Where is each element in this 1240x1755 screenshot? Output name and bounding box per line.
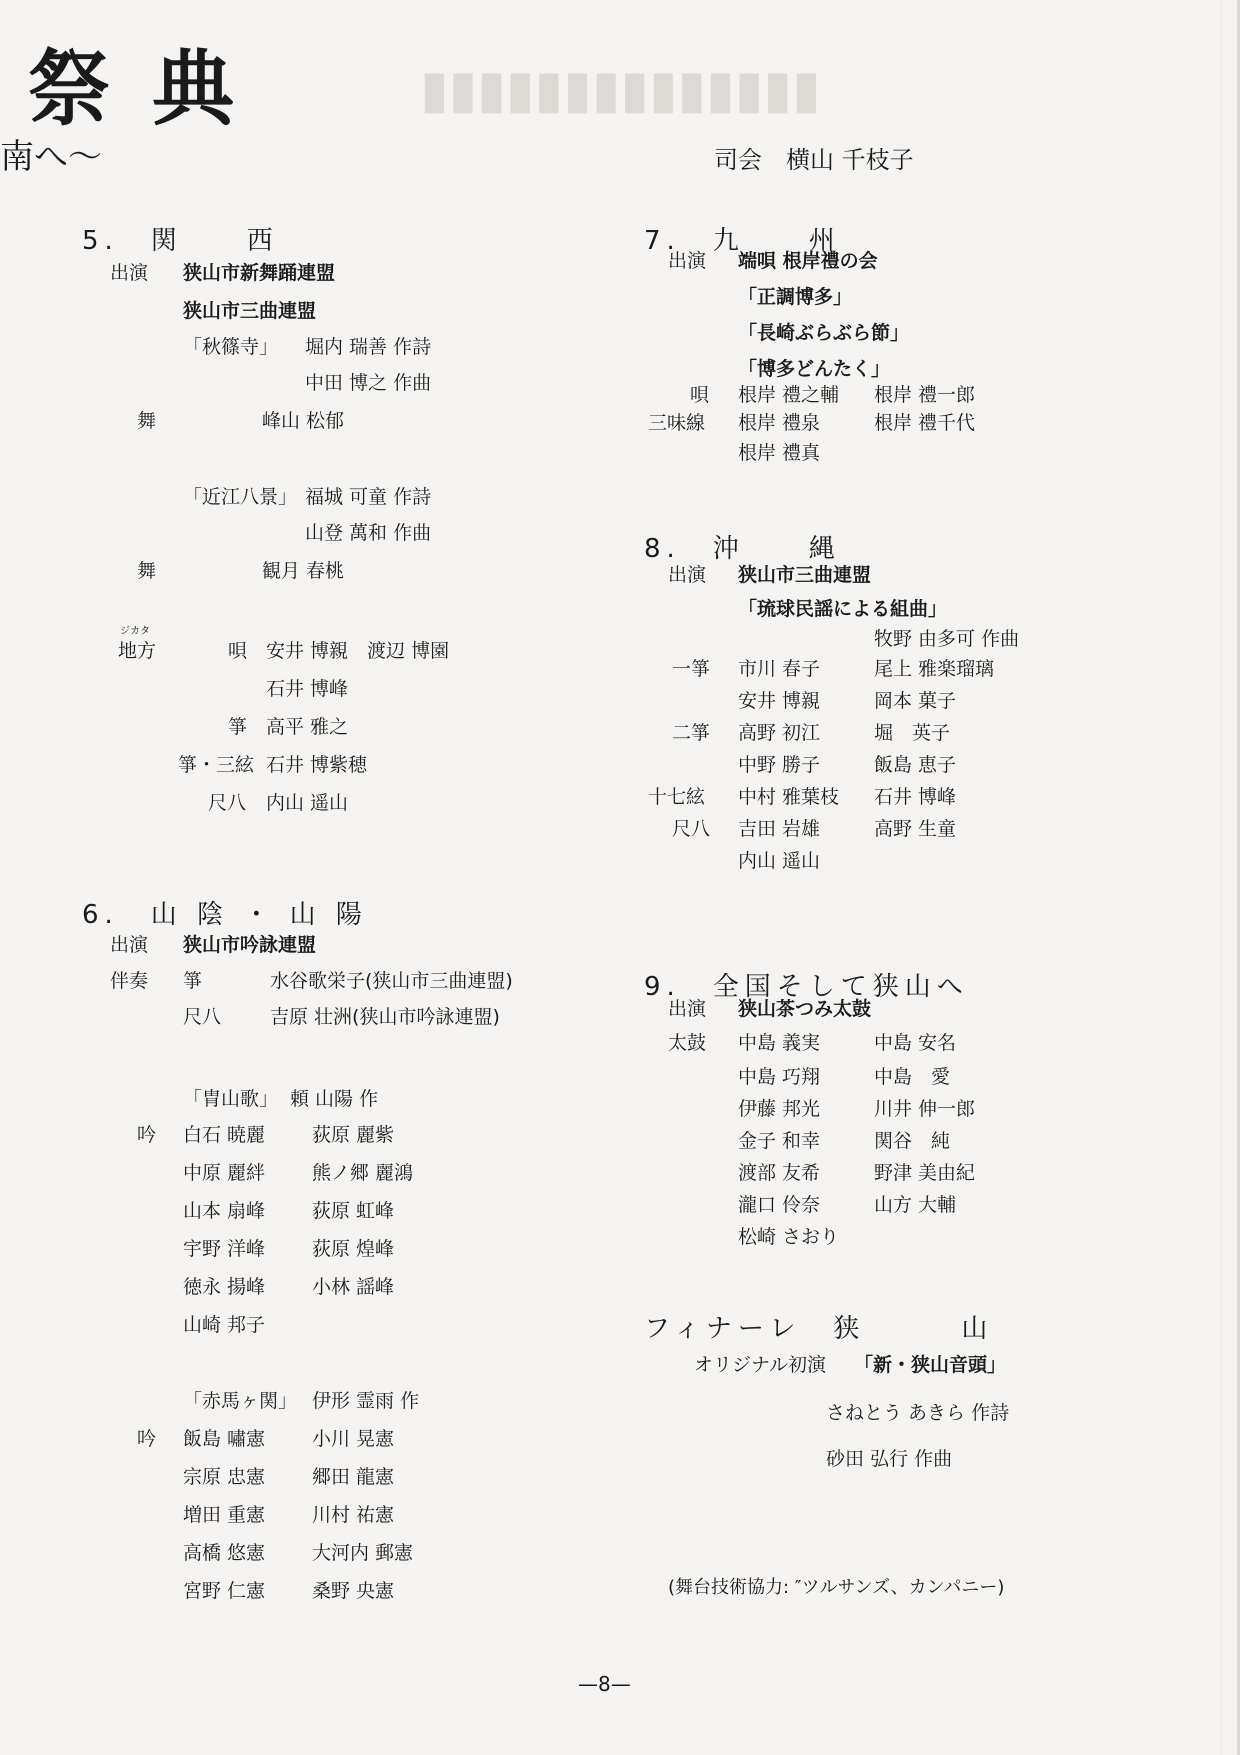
program-text: 山登 萬和 作曲 <box>305 522 432 544</box>
program-text: 山方 大輔 <box>874 1194 957 1216</box>
program-text: 飯島 嘯憲 <box>183 1428 266 1450</box>
program-text: 飯島 恵子 <box>874 754 957 776</box>
program-text: 尾上 雅楽瑠璃 <box>874 658 995 680</box>
program-text: 堀 英子 <box>874 722 951 744</box>
program-text: 渡部 友希 <box>738 1162 821 1184</box>
furigana-jikata: ジカタ <box>120 626 150 637</box>
section-heading: 7. 九 州 <box>644 226 841 256</box>
program-text: 吟 <box>137 1124 157 1146</box>
program-text: 高橋 悠憲 <box>183 1542 266 1564</box>
section-heading: 9. 全国そして狭山へ <box>644 972 969 1002</box>
program-text: 増田 重憲 <box>183 1504 266 1526</box>
program-text: 出演 <box>110 262 149 284</box>
program-text: 観月 春桃 <box>262 560 345 582</box>
program-text: 尺八 <box>672 818 711 840</box>
program-text: 地方 <box>118 640 157 662</box>
page-title: 祭典 <box>28 41 277 137</box>
program-text: 水谷歌栄子(狭山市三曲連盟) <box>270 970 513 992</box>
program-text: 松崎 さおり <box>738 1226 840 1248</box>
program-text: 川井 伸一郎 <box>874 1098 976 1120</box>
program-text: 端唄 根岸禮の会 <box>738 250 878 272</box>
program-text: さねとう あきら 作詩 <box>826 1402 1010 1424</box>
program-text: 徳永 揚峰 <box>183 1276 266 1298</box>
program-text: 狭山市三曲連盟 <box>183 300 317 322</box>
program-text: 石井 博峰 <box>874 786 957 808</box>
program-text: 二箏 <box>672 722 711 744</box>
program-text: 桑野 央憲 <box>312 1580 395 1602</box>
program-text: 「琉球民謡による組曲」 <box>738 598 948 620</box>
program-text: 郷田 龍憲 <box>312 1466 395 1488</box>
program-text: 「近江八景」 <box>183 486 298 508</box>
program-text: 小林 謡峰 <box>312 1276 395 1298</box>
program-text: 中島 義実 <box>738 1032 821 1054</box>
program-text: 川村 祐憲 <box>312 1504 395 1526</box>
program-text: 山崎 邦子 <box>183 1314 266 1336</box>
program-text: 砂田 弘行 作曲 <box>826 1448 953 1470</box>
program-text: 荻原 煌峰 <box>312 1238 395 1260</box>
program-text: 熊ノ郷 麗鴻 <box>312 1162 414 1184</box>
program-text: 「赤馬ヶ関」 <box>183 1390 298 1412</box>
stage-credit-note: (舞台技術協力: ″ツルサンズ、カンパニー) <box>668 1577 1005 1598</box>
program-text: 出演 <box>110 934 149 956</box>
program-text: 根岸 禮之輔 <box>738 384 840 406</box>
program-text: 太鼓 <box>668 1032 707 1054</box>
program-text: 伴奏 <box>110 970 149 992</box>
program-text: 岡本 菓子 <box>874 690 957 712</box>
program-text: 狭山市新舞踊連盟 <box>183 262 336 284</box>
program-text: 根岸 禮千代 <box>874 412 976 434</box>
program-text: 吟 <box>137 1428 157 1450</box>
program-text: 宗原 忠憲 <box>183 1466 266 1488</box>
program-text: 伊形 霊雨 作 <box>312 1390 420 1412</box>
program-text: 根岸 禮一郎 <box>874 384 976 406</box>
program-text: 石井 博峰 <box>266 678 349 700</box>
program-text: 山本 扇峰 <box>183 1200 266 1222</box>
program-text: 唄 <box>228 640 248 662</box>
program-text: 高野 初江 <box>738 722 821 744</box>
program-text: 中島 巧翔 <box>738 1066 821 1088</box>
program-text: 伊藤 邦光 <box>738 1098 821 1120</box>
page-number: —8— <box>578 1672 631 1696</box>
program-text: 「長崎ぶらぶら節」 <box>738 322 910 344</box>
program-text: 安井 博親 <box>738 690 821 712</box>
program-text: 「秋篠寺」 <box>183 336 279 358</box>
program-text: 舞 <box>137 560 157 582</box>
program-text: 中田 博之 作曲 <box>305 372 432 394</box>
program-text: 大河内 郵憲 <box>312 1542 414 1564</box>
program-text: 中村 雅葉枝 <box>738 786 840 808</box>
program-text: 三味線 <box>648 412 706 434</box>
program-text: オリジナル初演 <box>694 1354 827 1376</box>
program-text: 十七絃 <box>648 786 706 808</box>
section-heading: フィナーレ 狭 山 <box>644 1314 994 1344</box>
program-text: 「博多どんたく」 <box>738 358 891 380</box>
program-text: 牧野 由多可 作曲 <box>874 628 1020 650</box>
program-text: 宮野 仁憲 <box>183 1580 266 1602</box>
program-text: 堀内 瑞善 作詩 <box>305 336 432 358</box>
program-text: 白石 暁麗 <box>183 1124 266 1146</box>
show-through-bleed: ▮▮▮▮▮▮▮▮▮▮▮▮▮▮ <box>420 60 821 120</box>
program-text: 高野 生童 <box>874 818 957 840</box>
section-heading: 6. 山 陰 ・ 山 陽 <box>82 900 368 930</box>
program-text: 舞 <box>137 410 157 432</box>
program-text: 吉田 岩雄 <box>738 818 821 840</box>
section-heading: 8. 沖 縄 <box>644 534 841 564</box>
program-text: 根岸 禮泉 <box>738 412 821 434</box>
program-text: 中島 安名 <box>874 1032 957 1054</box>
program-text: 箏 <box>183 970 203 992</box>
program-text: 中島 愛 <box>874 1066 951 1088</box>
program-text: 市川 春子 <box>738 658 821 680</box>
program-text: 福城 可童 作詩 <box>305 486 432 508</box>
program-text: 「正調博多」 <box>738 286 853 308</box>
program-text: 唄 <box>690 384 710 406</box>
program-text: 狭山市吟詠連盟 <box>183 934 317 956</box>
program-text: 「胄山歌」 <box>183 1088 279 1110</box>
program-text: 小川 晃憲 <box>312 1428 395 1450</box>
program-text: 出演 <box>668 564 707 586</box>
program-text: 荻原 麗紫 <box>312 1124 395 1146</box>
program-text: 出演 <box>668 250 707 272</box>
program-text: 安井 博親 渡辺 博園 <box>266 640 450 662</box>
program-text: 頼 山陽 作 <box>290 1088 379 1110</box>
program-text: 内山 遥山 <box>266 792 349 814</box>
program-text: 高平 雅之 <box>266 716 349 738</box>
program-text: 根岸 禮真 <box>738 442 821 464</box>
program-text: 「新・狭山音頭」 <box>854 1354 1007 1376</box>
program-text: 吉原 壮洲(狭山市吟詠連盟) <box>270 1006 500 1028</box>
program-text: 尺八 <box>208 792 247 814</box>
section-heading: 5. 関 西 <box>82 226 279 256</box>
program-text: 中野 勝子 <box>738 754 821 776</box>
program-text: 狭山市三曲連盟 <box>738 564 872 586</box>
program-text: 宇野 洋峰 <box>183 1238 266 1260</box>
program-text: 箏・三絃 <box>178 754 255 776</box>
program-text: 石井 博紫穂 <box>266 754 368 776</box>
program-text: 関谷 純 <box>874 1130 951 1152</box>
program-text: 野津 美由紀 <box>874 1162 976 1184</box>
program-text: 出演 <box>668 998 707 1020</box>
program-text: 箏 <box>228 716 248 738</box>
program-text: 峰山 松郁 <box>262 410 345 432</box>
page-subtitle: 南へ～ <box>0 137 102 177</box>
program-text: 内山 遥山 <box>738 850 821 872</box>
program-text: 荻原 虹峰 <box>312 1200 395 1222</box>
program-text: 中原 麗絆 <box>183 1162 266 1184</box>
program-text: 尺八 <box>183 1006 222 1028</box>
program-text: 狭山茶つみ太鼓 <box>738 998 872 1020</box>
mc-credit: 司会 横山 千枝子 <box>714 146 914 174</box>
page-edge-inner <box>1221 0 1222 1755</box>
program-text: 瀧口 伶奈 <box>738 1194 821 1216</box>
program-text: 一箏 <box>672 658 711 680</box>
program-text: 金子 和幸 <box>738 1130 821 1152</box>
